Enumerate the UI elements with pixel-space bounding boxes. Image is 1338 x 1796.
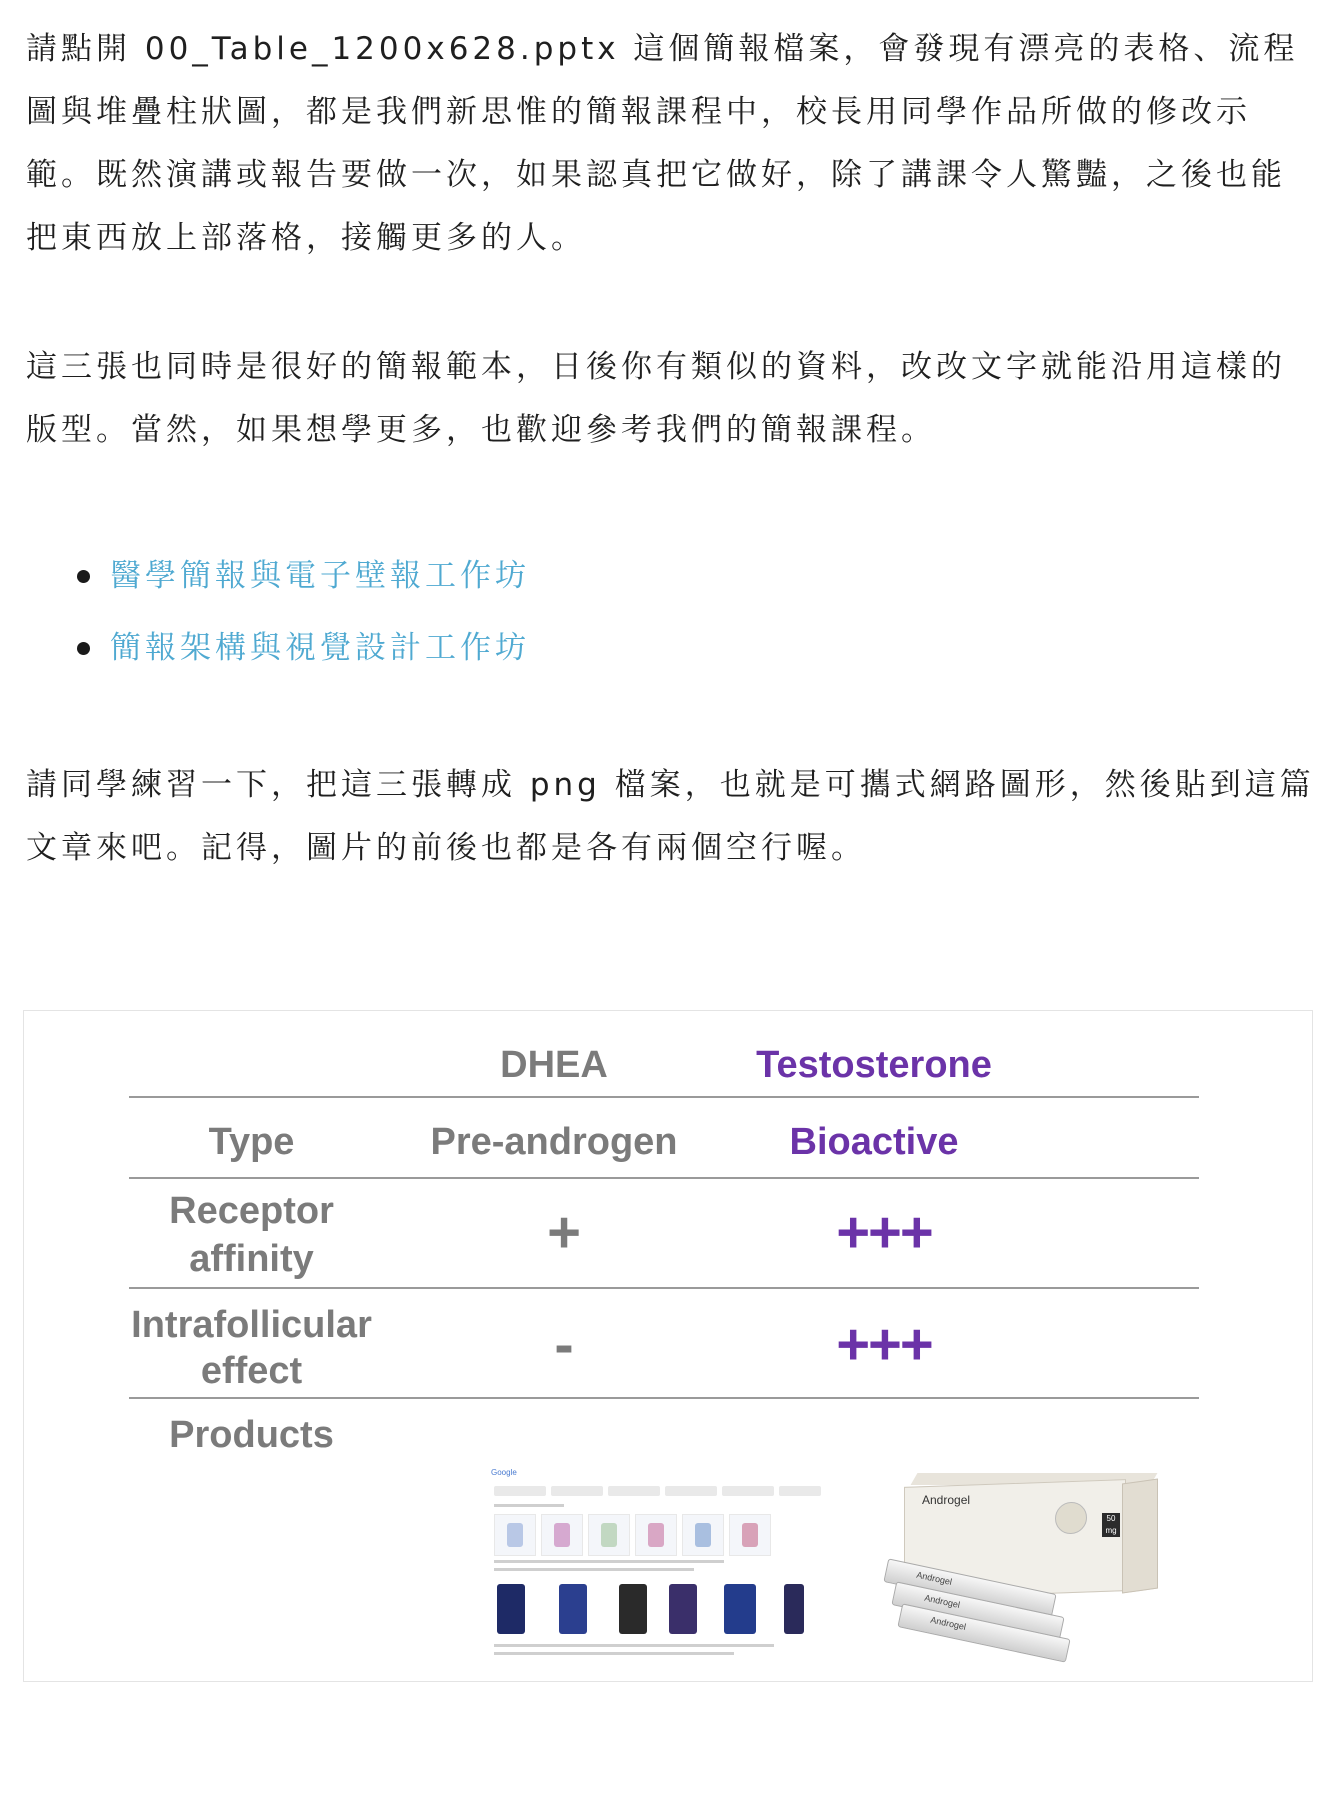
intro-paragraph: 請點開 00_Table_1200x628.pptx 這個簡報檔案，會發現有漂亮的表格、流程圖與堆疊柱狀圖，都是我們新思惟的簡報課程中，校長用同學作品所做的修改示範。既然演講或報告要做一次，如果認真把它做好，除了講課令人驚豔，之後也能把東西放上部落格，接觸更多的人。 xyxy=(26,31,1299,256)
androgel-brand-label: Androgel xyxy=(922,1493,971,1507)
testosterone-type-value: Bioactive xyxy=(789,1121,959,1163)
testosterone-affinity-value: +++ xyxy=(836,1200,932,1265)
list-item xyxy=(0,612,530,684)
dhea-affinity-value: + xyxy=(547,1200,581,1265)
course-link-list xyxy=(0,540,530,684)
search-logo: Google xyxy=(491,1468,517,1477)
bullet-icon xyxy=(77,570,90,583)
column-header-dhea: DHEA xyxy=(500,1044,608,1086)
row-label-products: Products xyxy=(169,1414,334,1456)
dhea-search-results-image xyxy=(489,1466,824,1666)
course-link-medical-poster[interactable]: 醫學簡報與電子壁報工作坊 xyxy=(110,558,530,594)
bullet-icon xyxy=(77,642,90,655)
dhea-type-value: Pre-androgen xyxy=(430,1121,678,1163)
table-divider xyxy=(129,1287,1199,1289)
dose-badge: 50 mg xyxy=(1102,1513,1120,1537)
table-divider xyxy=(129,1397,1199,1399)
androgel-logo-icon xyxy=(1055,1501,1087,1534)
androgel-product-image: Androgel 50 mg Androgel Androgel Androgel xyxy=(874,1471,1174,1661)
row-label-affinity: affinity xyxy=(189,1238,314,1280)
dhea-effect-value: - xyxy=(554,1312,574,1377)
comparison-table-slide xyxy=(23,1010,1313,1682)
row-label-receptor: Receptor xyxy=(169,1190,334,1232)
template-paragraph: 這三張也同時是很好的簡報範本，日後你有類似的資料，改改文字就能沿用這樣的版型。當然，如果想學更多，也歡迎參考我們的簡報課程。 xyxy=(26,349,1286,448)
exercise-paragraph: 請同學練習一下，把這三張轉成 png 檔案，也就是可攜式網路圖形，然後貼到這篇文章來吧。記得，圖片的前後也都是各有兩個空行喔。 xyxy=(26,767,1315,866)
table-divider xyxy=(129,1096,1199,1098)
list-item xyxy=(0,540,530,612)
table-divider xyxy=(129,1177,1199,1179)
column-header-testosterone: Testosterone xyxy=(756,1044,992,1086)
testosterone-effect-value: +++ xyxy=(836,1312,932,1377)
row-label-effect: effect xyxy=(200,1350,303,1392)
course-link-visual-design[interactable]: 簡報架構與視覺設計工作坊 xyxy=(110,630,530,666)
row-label-intrafollicular: Intrafollicular xyxy=(131,1304,372,1346)
row-label-type: Type xyxy=(208,1121,295,1163)
